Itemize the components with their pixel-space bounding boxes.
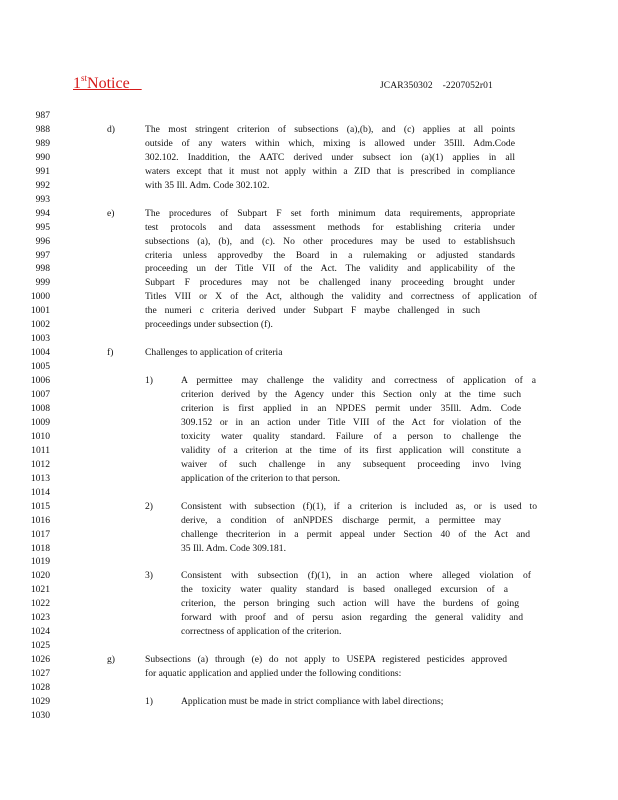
document-line (0, 639, 618, 653)
line-text: challenge thecriterion in a permit appeal under Section 40 of the Act and (181, 528, 530, 540)
line-number: 1012 (30, 458, 50, 470)
line-number: 1029 (30, 695, 50, 707)
document-line (0, 416, 618, 430)
line-number: 1021 (30, 584, 50, 596)
document-line (0, 555, 618, 569)
list-label: 2) (145, 500, 153, 512)
list-label: 1) (145, 695, 153, 707)
line-number: 1020 (30, 570, 50, 582)
document-line (0, 667, 618, 681)
line-number: 1009 (30, 416, 50, 428)
line-text: for aquatic application and applied under the following conditions: (145, 668, 402, 679)
line-number: 1027 (30, 668, 50, 679)
line-text: application of the criterion to that person. (181, 472, 341, 484)
document-line (0, 458, 618, 472)
line-text: Challenges to application of criteria (145, 347, 283, 359)
line-number: 1026 (30, 654, 50, 665)
line-number: 1000 (30, 291, 50, 303)
line-text: with 35 Ill. Adm. Code 302.102. (145, 179, 270, 191)
page-header (0, 74, 618, 98)
notice-title (73, 74, 142, 94)
notice-suffix: st (81, 73, 88, 83)
document-line (0, 514, 618, 528)
document-line (0, 360, 618, 374)
list-label: f) (107, 347, 114, 359)
line-number: 988 (35, 124, 50, 135)
document-line (0, 444, 618, 458)
line-text: criterion derived by the Agency under this Section only at the time such (181, 389, 521, 400)
document-line (0, 472, 618, 486)
line-text: the toxicity water quality standard is based onalleged excursion of a (181, 584, 508, 596)
document-line (0, 388, 618, 402)
document-line (0, 249, 618, 263)
line-text: waiver of such challenge in any subsequent proceeding invo lving (181, 458, 521, 470)
line-number: 999 (35, 277, 50, 289)
line-text: Consistent with subsection (f)(1), if a criterion is included as, or is used to (181, 500, 537, 512)
document-line (0, 542, 618, 556)
document-line (0, 709, 618, 723)
line-text: criterion is first applied in an NPDES permit under 35Ill. Adm. Code (181, 402, 521, 414)
line-number: 1002 (30, 319, 50, 331)
line-number: 1006 (30, 375, 50, 387)
document-line (0, 611, 618, 625)
line-number: 1007 (30, 389, 50, 400)
document-line (0, 165, 618, 179)
document-line (0, 179, 618, 193)
line-number: 1016 (30, 514, 50, 526)
line-text: Titles VIII or X of the Act, although the validity and correctness of application of (145, 291, 537, 303)
line-text: proceedings under subsection (f). (145, 319, 273, 331)
line-text: The procedures of Subpart F set forth minimum data requirements, appropriate (145, 207, 515, 219)
document-line (0, 569, 618, 583)
line-number: 990 (35, 151, 50, 163)
document-line (0, 304, 618, 318)
line-text: test protocols and data assessment methods for establishing criteria under (145, 221, 515, 233)
line-text: subsections (a), (b), and (c). No other procedures may be used to establishsuch (145, 235, 515, 247)
line-text: derive, a condition of anNPDES discharge permit, a permittee may (181, 514, 501, 526)
line-text: toxicity water quality standard. Failure of a person to challenge the (181, 430, 521, 442)
document-line (0, 151, 618, 165)
document-line (0, 653, 618, 667)
line-number: 1013 (30, 472, 50, 484)
document-line (0, 625, 618, 639)
document-line (0, 123, 618, 137)
line-text: forward with proof and of persu asion regarding the general validity and (181, 612, 523, 624)
line-number: 1018 (30, 542, 50, 554)
document-line (0, 374, 618, 388)
line-number: 1005 (30, 361, 50, 373)
line-text: 35 Ill. Adm. Code 309.181. (181, 542, 286, 554)
document-line (0, 207, 618, 221)
line-number: 991 (35, 165, 50, 177)
line-text: A permittee may challenge the validity and correctness of application of a (181, 375, 536, 387)
line-number: 1024 (30, 626, 50, 638)
document-line (0, 276, 618, 290)
document-line (0, 290, 618, 304)
line-text: correctness of application of the criterion. (181, 626, 342, 638)
line-number: 1017 (30, 528, 50, 540)
document-line (0, 430, 618, 444)
line-text: waters except that it must not apply within a ZID that is prescribed in compliance (145, 165, 515, 177)
document-line (0, 109, 618, 123)
line-text: 302.102. Inaddition, the AATC derived under subsect ion (a)(1) applies in all (145, 151, 515, 163)
line-number: 1014 (30, 486, 50, 498)
line-text: Subpart F procedures may not be challenged inany proceeding brought under (145, 277, 515, 289)
list-label: e) (107, 207, 115, 219)
document-line (0, 346, 618, 360)
document-line (0, 262, 618, 276)
line-text: Application must be made in strict compliance with label directions; (181, 695, 444, 707)
document-line (0, 528, 618, 542)
list-label: g) (107, 654, 115, 665)
notice-underline-pad (130, 75, 142, 92)
line-number: 1011 (31, 444, 50, 456)
line-number: 1008 (30, 402, 50, 414)
line-number: 1019 (30, 556, 50, 568)
document-line (0, 193, 618, 207)
line-number: 998 (35, 263, 50, 275)
document-line (0, 695, 618, 709)
document-line (0, 402, 618, 416)
line-number: 997 (35, 249, 50, 261)
document-line (0, 221, 618, 235)
line-text: validity of a criterion at the time of its first application will constitute a (181, 444, 521, 456)
document-line (0, 500, 618, 514)
line-number: 995 (35, 221, 50, 233)
line-text: 309.152 or in an action under Title VIII of the Act for violation of the (181, 416, 521, 428)
line-number: 987 (35, 110, 50, 121)
line-text: Subsections (a) through (e) do not apply to USEPA registered pesticides approved (145, 654, 507, 665)
list-label: d) (107, 124, 115, 135)
line-text: outside of any waters within which, mixing is allowed under 35Ill. Adm.Code (145, 137, 515, 149)
document-line (0, 318, 618, 332)
list-label: 1) (145, 375, 153, 387)
document-line (0, 681, 618, 695)
line-number: 993 (35, 193, 50, 205)
line-text: The most stringent criterion of subsections (a),(b), and (c) applies at all points (145, 124, 515, 135)
line-number: 996 (35, 235, 50, 247)
line-number: 1028 (30, 681, 50, 693)
line-number: 1010 (30, 430, 50, 442)
document-line (0, 597, 618, 611)
line-number: 1003 (30, 333, 50, 345)
document-line (0, 332, 618, 346)
document-line (0, 583, 618, 597)
list-label: 3) (145, 570, 153, 582)
line-number: 994 (35, 207, 50, 219)
document-line (0, 137, 618, 151)
line-number: 1001 (30, 305, 50, 317)
document-line (0, 235, 618, 249)
notice-word: Notice (87, 75, 130, 92)
line-number: 1015 (30, 500, 50, 512)
line-number: 1023 (30, 612, 50, 624)
line-number: 1030 (30, 709, 50, 721)
line-text: the numeri c criteria derived under Subpart F maybe challenged in such (145, 305, 480, 317)
line-number: 1025 (30, 640, 50, 652)
line-text: criteria unless approvedby the Board in a rulemaking or adjusted standards (145, 249, 515, 261)
notice-number: 1 (73, 75, 81, 92)
document-id: JCAR350302 -2207052r01 (380, 81, 493, 91)
document-line (0, 486, 618, 500)
line-number: 1004 (30, 347, 50, 359)
line-text: Consistent with subsection (f)(1), in an action where alleged violation of (181, 570, 531, 582)
line-number: 1022 (30, 598, 50, 610)
line-number: 989 (35, 137, 50, 149)
line-number: 992 (35, 179, 50, 191)
line-text: proceeding un der Title VII of the Act. The validity and applicability of the (145, 263, 515, 275)
line-text: criterion, the person bringing such action will have the burdens of going (181, 598, 519, 610)
